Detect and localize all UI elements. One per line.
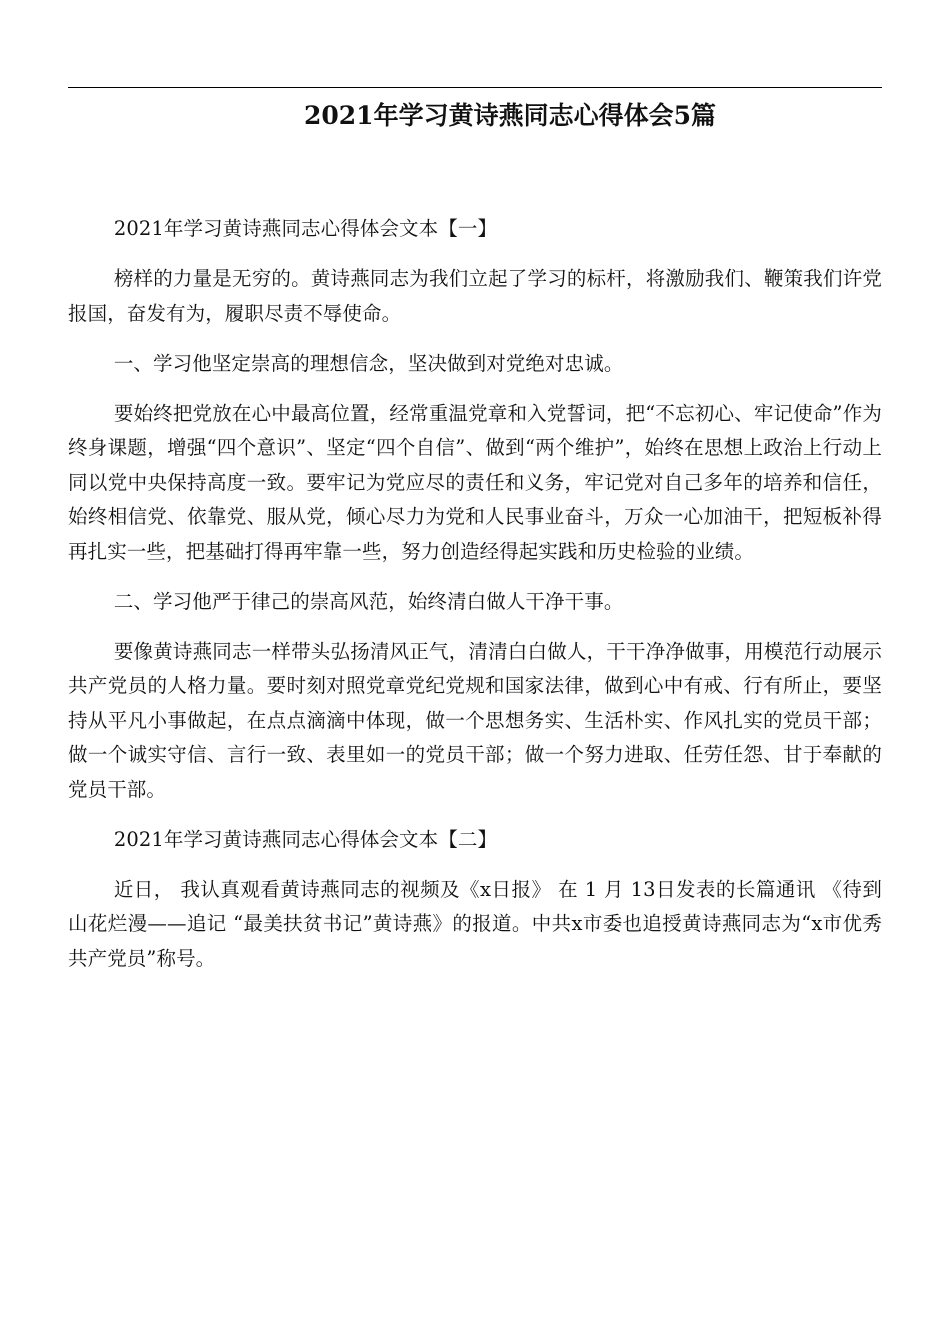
paragraph: 要始终把党放在心中最高位置，经常重温党章和入党誓词，把“不忘初心、牢记使命”作为终身课题，增强“四个意识”、坚定“四个自信”、做到“两个维护”，始终在思想上政治上行动上同以党中央保持高度一致。要牢记为党应尽的责任和义务，牢记党对自己多年的培养和信任，始终相信党、依靠党、服从党，倾心尽力为党和人民事业奋斗，万众一心加油干，把短板补得再扎实一些，把基础打得再牢靠一些，努力创造经得起实践和历史检验的业绩。 xyxy=(68,401,882,563)
subheading-1: 一、学习他坚定崇高的理想信念，坚决做到对党绝对忠诚。 xyxy=(113,351,624,375)
paragraph: 要像黄诗燕同志一样带头弘扬清风正气，清清白白做人，干干净净做事，用模范行动展示共产党员的人格力量。要时刻对照党章党纪党规和国家法律，做到心中有戒、行有所止，要坚持从平凡小事做起，在点点滴滴中体现，做一个思想务实、生活朴实、作风扎实的党员干部；做一个诚实守信、言行一致、表里如一的党员干部；做一个努力进取、任劳任怨、甘于奉献的党员干部。 xyxy=(68,639,882,801)
section-heading-2: 2021年学习黄诗燕同志心得体会文本【二】 xyxy=(113,827,498,851)
subheading-2: 二、学习他严于律己的崇高风范，始终清白做人干净干事。 xyxy=(113,589,624,613)
section-heading-1: 2021年学习黄诗燕同志心得体会文本【一】 xyxy=(113,217,498,240)
paragraph: 榜样的力量是无穷的。黄诗燕同志为我们立起了学习的标杆，将激励我们、鞭策我们许党报国，奋发有为，履职尽责不辱使命。 xyxy=(68,267,882,325)
document-body xyxy=(68,212,882,976)
document-title: 2021年学习黄诗燕同志心得体会5篇 xyxy=(304,101,716,130)
header-rule xyxy=(68,87,882,88)
paragraph: 近日， 我认真观看黄诗燕同志的视频及《x日报》 在 1 月 13日发表的长篇通讯 《待到山花烂漫——追记 “最美扶贫书记”黄诗燕》的报道。中共x市委也追授黄诗燕同志为“x市优秀共产党员”称号。 xyxy=(68,877,882,970)
